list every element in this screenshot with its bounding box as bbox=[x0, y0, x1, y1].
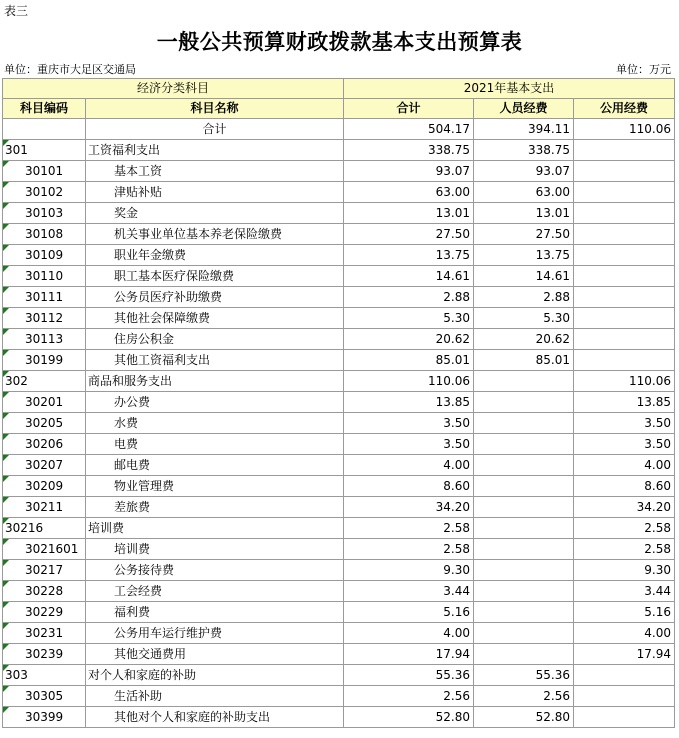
cell-code-text: 30111 bbox=[25, 290, 64, 304]
header-personnel: 人员经费 bbox=[474, 99, 574, 119]
cell-total[interactable]: 20.62 bbox=[344, 329, 474, 350]
cell-code[interactable] bbox=[3, 707, 86, 728]
table-row[interactable] bbox=[3, 623, 675, 644]
cell-code[interactable] bbox=[3, 539, 86, 560]
cell-indicator-icon bbox=[3, 350, 9, 356]
table-row[interactable] bbox=[3, 371, 675, 392]
cell-public[interactable]: 34.20 bbox=[574, 497, 675, 518]
cell-personnel[interactable]: 338.75 bbox=[474, 140, 574, 161]
cell-public[interactable]: 13.85 bbox=[574, 392, 675, 413]
header-code: 科目编码 bbox=[3, 99, 86, 119]
cell-total[interactable]: 3.50 bbox=[344, 434, 474, 455]
cell-code[interactable] bbox=[3, 497, 86, 518]
cell-public[interactable]: 17.94 bbox=[574, 644, 675, 665]
cell-personnel[interactable] bbox=[474, 497, 574, 518]
header-econ-group: 经济分类科目 bbox=[3, 79, 344, 99]
cell-public[interactable]: 110.06 bbox=[574, 371, 675, 392]
cell-code-text: 30205 bbox=[25, 416, 64, 430]
cell-public[interactable] bbox=[574, 665, 675, 686]
table-row[interactable] bbox=[3, 287, 675, 308]
cell-code[interactable] bbox=[3, 623, 86, 644]
cell-name[interactable]: 电费 bbox=[86, 434, 344, 455]
cell-total[interactable]: 2.58 bbox=[344, 539, 474, 560]
table-row[interactable] bbox=[3, 539, 675, 560]
cell-public[interactable]: 110.06 bbox=[574, 119, 675, 140]
cell-name[interactable]: 津贴补贴 bbox=[86, 182, 344, 203]
table-row[interactable] bbox=[3, 476, 675, 497]
cell-total[interactable]: 3.50 bbox=[344, 413, 474, 434]
cell-code-text: 30113 bbox=[25, 332, 64, 346]
cell-name[interactable]: 培训费 bbox=[86, 518, 344, 539]
cell-personnel[interactable]: 2.56 bbox=[474, 686, 574, 707]
header-year-group: 2021年基本支出 bbox=[344, 79, 675, 99]
cell-code[interactable] bbox=[3, 518, 86, 539]
cell-code[interactable] bbox=[3, 434, 86, 455]
cell-name[interactable]: 水费 bbox=[86, 413, 344, 434]
cell-name[interactable]: 基本工资 bbox=[86, 161, 344, 182]
table-row[interactable] bbox=[3, 245, 675, 266]
cell-total[interactable]: 110.06 bbox=[344, 371, 474, 392]
cell-code[interactable] bbox=[3, 665, 86, 686]
table-row[interactable] bbox=[3, 581, 675, 602]
table-body bbox=[3, 119, 675, 728]
cell-code-text: 30108 bbox=[25, 227, 64, 241]
cell-code[interactable] bbox=[3, 581, 86, 602]
cell-public[interactable] bbox=[574, 329, 675, 350]
header-public: 公用经费 bbox=[574, 99, 675, 119]
cell-indicator-icon bbox=[3, 287, 9, 293]
cell-name[interactable]: 公务用车运行维护费 bbox=[86, 623, 344, 644]
cell-name[interactable]: 其他对个人和家庭的补助支出 bbox=[86, 707, 344, 728]
cell-personnel[interactable]: 20.62 bbox=[474, 329, 574, 350]
cell-total[interactable]: 27.50 bbox=[344, 224, 474, 245]
cell-code-text: 30110 bbox=[25, 269, 64, 283]
cell-code-text: 30228 bbox=[25, 584, 64, 598]
cell-personnel[interactable]: 13.75 bbox=[474, 245, 574, 266]
cell-indicator-icon bbox=[3, 560, 9, 566]
cell-code[interactable] bbox=[3, 308, 86, 329]
cell-code-text: 30239 bbox=[25, 647, 64, 661]
cell-personnel[interactable]: 55.36 bbox=[474, 665, 574, 686]
cell-code-text: 30112 bbox=[25, 311, 64, 325]
cell-name[interactable]: 机关事业单位基本养老保险缴费 bbox=[86, 224, 344, 245]
cell-public[interactable]: 4.00 bbox=[574, 623, 675, 644]
cell-name[interactable]: 职业年金缴费 bbox=[86, 245, 344, 266]
table-row[interactable] bbox=[3, 224, 675, 245]
cell-total[interactable]: 338.75 bbox=[344, 140, 474, 161]
table-row[interactable] bbox=[3, 203, 675, 224]
cell-indicator-icon bbox=[3, 623, 9, 629]
cell-public[interactable] bbox=[574, 182, 675, 203]
cell-code[interactable] bbox=[3, 203, 86, 224]
cell-personnel[interactable] bbox=[474, 455, 574, 476]
cell-code-text: 303 bbox=[5, 668, 28, 682]
cell-name[interactable]: 福利费 bbox=[86, 602, 344, 623]
cell-indicator-icon bbox=[3, 539, 9, 545]
cell-name[interactable]: 商品和服务支出 bbox=[86, 371, 344, 392]
cell-code-text: 30201 bbox=[25, 395, 64, 409]
cell-indicator-icon bbox=[3, 707, 9, 713]
cell-indicator-icon bbox=[3, 245, 9, 251]
cell-indicator-icon bbox=[3, 392, 9, 398]
cell-indicator-icon bbox=[3, 329, 9, 335]
cell-public[interactable]: 9.30 bbox=[574, 560, 675, 581]
cell-public[interactable] bbox=[574, 140, 675, 161]
cell-code-text: 30229 bbox=[25, 605, 64, 619]
cell-code-text: 30231 bbox=[25, 626, 64, 640]
table-row[interactable] bbox=[3, 665, 675, 686]
table-row[interactable] bbox=[3, 392, 675, 413]
cell-indicator-icon bbox=[3, 140, 9, 146]
cell-name[interactable]: 其他交通费用 bbox=[86, 644, 344, 665]
cell-total[interactable]: 5.16 bbox=[344, 602, 474, 623]
cell-name[interactable]: 对个人和家庭的补助 bbox=[86, 665, 344, 686]
table-row[interactable] bbox=[3, 707, 675, 728]
cell-personnel[interactable] bbox=[474, 434, 574, 455]
cell-total[interactable]: 4.00 bbox=[344, 623, 474, 644]
cell-public[interactable]: 3.50 bbox=[574, 434, 675, 455]
table-row[interactable] bbox=[3, 518, 675, 539]
cell-indicator-icon bbox=[3, 371, 9, 377]
cell-code-text: 30305 bbox=[25, 689, 64, 703]
cell-indicator-icon bbox=[3, 581, 9, 587]
cell-personnel[interactable] bbox=[474, 371, 574, 392]
cell-personnel[interactable]: 14.61 bbox=[474, 266, 574, 287]
header-total: 合计 bbox=[344, 99, 474, 119]
cell-code[interactable] bbox=[3, 266, 86, 287]
cell-code-text: 30199 bbox=[25, 353, 64, 367]
cell-name[interactable]: 邮电费 bbox=[86, 455, 344, 476]
cell-personnel[interactable] bbox=[474, 518, 574, 539]
cell-code-text: 30216 bbox=[5, 521, 44, 535]
table-row[interactable] bbox=[3, 182, 675, 203]
table-row[interactable] bbox=[3, 560, 675, 581]
table-row[interactable] bbox=[3, 140, 675, 161]
cell-personnel[interactable] bbox=[474, 602, 574, 623]
cell-name[interactable]: 生活补助 bbox=[86, 686, 344, 707]
header-name: 科目名称 bbox=[86, 99, 344, 119]
cell-code[interactable] bbox=[3, 644, 86, 665]
cell-name[interactable]: 其他工资福利支出 bbox=[86, 350, 344, 371]
table-row[interactable] bbox=[3, 602, 675, 623]
cell-indicator-icon bbox=[3, 686, 9, 692]
cell-personnel[interactable]: 394.11 bbox=[474, 119, 574, 140]
unit-label-left: 单位：重庆市大足区交通局 bbox=[4, 63, 136, 76]
cell-code[interactable] bbox=[3, 350, 86, 371]
cell-total[interactable]: 8.60 bbox=[344, 476, 474, 497]
cell-public[interactable] bbox=[574, 350, 675, 371]
cell-code-text: 30211 bbox=[25, 500, 64, 514]
cell-public[interactable]: 4.00 bbox=[574, 455, 675, 476]
cell-code-text: 3021601 bbox=[25, 542, 79, 556]
cell-public[interactable] bbox=[574, 161, 675, 182]
cell-personnel[interactable] bbox=[474, 560, 574, 581]
cell-total[interactable]: 9.30 bbox=[344, 560, 474, 581]
table-row[interactable] bbox=[3, 686, 675, 707]
cell-total[interactable]: 4.00 bbox=[344, 455, 474, 476]
table-row[interactable] bbox=[3, 434, 675, 455]
cell-indicator-icon bbox=[3, 224, 9, 230]
cell-code[interactable] bbox=[3, 455, 86, 476]
cell-total[interactable]: 34.20 bbox=[344, 497, 474, 518]
cell-indicator-icon bbox=[3, 518, 9, 524]
sheet-label: 表三 bbox=[4, 4, 29, 18]
cell-name[interactable]: 物业管理费 bbox=[86, 476, 344, 497]
cell-code[interactable] bbox=[3, 161, 86, 182]
cell-public[interactable] bbox=[574, 266, 675, 287]
table-row[interactable] bbox=[3, 308, 675, 329]
table-row[interactable] bbox=[3, 413, 675, 434]
cell-personnel[interactable]: 13.01 bbox=[474, 203, 574, 224]
cell-indicator-icon bbox=[3, 455, 9, 461]
cell-code[interactable] bbox=[3, 119, 86, 140]
cell-total[interactable]: 17.94 bbox=[344, 644, 474, 665]
cell-total[interactable]: 2.56 bbox=[344, 686, 474, 707]
cell-public[interactable]: 3.44 bbox=[574, 581, 675, 602]
table-row[interactable] bbox=[3, 497, 675, 518]
cell-personnel[interactable] bbox=[474, 476, 574, 497]
cell-code[interactable] bbox=[3, 413, 86, 434]
table-row[interactable] bbox=[3, 329, 675, 350]
cell-name[interactable]: 差旅费 bbox=[86, 497, 344, 518]
cell-name[interactable]: 培训费 bbox=[86, 539, 344, 560]
cell-code[interactable] bbox=[3, 560, 86, 581]
budget-table bbox=[2, 78, 675, 728]
page-title: 一般公共预算财政拨款基本支出预算表 bbox=[156, 30, 523, 54]
cell-public[interactable]: 3.50 bbox=[574, 413, 675, 434]
cell-name[interactable]: 工资福利支出 bbox=[86, 140, 344, 161]
cell-public[interactable] bbox=[574, 245, 675, 266]
cell-public[interactable] bbox=[574, 203, 675, 224]
cell-personnel[interactable]: 85.01 bbox=[474, 350, 574, 371]
unit-label-right: 单位：万元 bbox=[616, 63, 671, 76]
cell-name[interactable]: 公务员医疗补助缴费 bbox=[86, 287, 344, 308]
cell-code[interactable] bbox=[3, 245, 86, 266]
cell-public[interactable]: 2.58 bbox=[574, 539, 675, 560]
cell-public[interactable] bbox=[574, 707, 675, 728]
cell-name[interactable]: 公务接待费 bbox=[86, 560, 344, 581]
cell-name[interactable]: 职工基本医疗保险缴费 bbox=[86, 266, 344, 287]
table-row[interactable] bbox=[3, 644, 675, 665]
cell-personnel[interactable] bbox=[474, 392, 574, 413]
cell-personnel[interactable]: 93.07 bbox=[474, 161, 574, 182]
cell-personnel[interactable] bbox=[474, 413, 574, 434]
cell-public[interactable]: 2.58 bbox=[574, 518, 675, 539]
cell-total[interactable]: 85.01 bbox=[344, 350, 474, 371]
cell-public[interactable] bbox=[574, 287, 675, 308]
cell-personnel[interactable]: 63.00 bbox=[474, 182, 574, 203]
cell-personnel[interactable]: 5.30 bbox=[474, 308, 574, 329]
cell-name[interactable]: 奖金 bbox=[86, 203, 344, 224]
table-row[interactable] bbox=[3, 455, 675, 476]
cell-code[interactable] bbox=[3, 686, 86, 707]
cell-code-text: 30103 bbox=[25, 206, 64, 220]
cell-total[interactable]: 13.75 bbox=[344, 245, 474, 266]
cell-name[interactable]: 办公费 bbox=[86, 392, 344, 413]
cell-public[interactable]: 8.60 bbox=[574, 476, 675, 497]
table-row[interactable] bbox=[3, 161, 675, 182]
cell-indicator-icon bbox=[3, 182, 9, 188]
cell-personnel[interactable]: 52.80 bbox=[474, 707, 574, 728]
cell-name[interactable]: 其他社会保障缴费 bbox=[86, 308, 344, 329]
cell-code-text: 301 bbox=[5, 143, 28, 157]
cell-total[interactable]: 14.61 bbox=[344, 266, 474, 287]
cell-public[interactable] bbox=[574, 308, 675, 329]
cell-personnel[interactable] bbox=[474, 539, 574, 560]
cell-code-text: 30101 bbox=[25, 164, 64, 178]
cell-code[interactable] bbox=[3, 224, 86, 245]
cell-personnel[interactable] bbox=[474, 581, 574, 602]
cell-code[interactable] bbox=[3, 602, 86, 623]
cell-total[interactable]: 52.80 bbox=[344, 707, 474, 728]
cell-code-text: 30102 bbox=[25, 185, 64, 199]
cell-name[interactable]: 合计 bbox=[86, 119, 344, 140]
cell-code[interactable] bbox=[3, 371, 86, 392]
cell-public[interactable] bbox=[574, 224, 675, 245]
cell-name[interactable]: 住房公积金 bbox=[86, 329, 344, 350]
cell-indicator-icon bbox=[3, 266, 9, 272]
cell-code-text: 30399 bbox=[25, 710, 64, 724]
cell-indicator-icon bbox=[3, 644, 9, 650]
cell-total[interactable]: 5.30 bbox=[344, 308, 474, 329]
cell-public[interactable] bbox=[574, 686, 675, 707]
cell-total[interactable]: 504.17 bbox=[344, 119, 474, 140]
cell-personnel[interactable]: 2.88 bbox=[474, 287, 574, 308]
cell-code-text: 30209 bbox=[25, 479, 64, 493]
cell-total[interactable]: 2.58 bbox=[344, 518, 474, 539]
cell-total[interactable]: 63.00 bbox=[344, 182, 474, 203]
cell-indicator-icon bbox=[3, 308, 9, 314]
cell-total[interactable]: 55.36 bbox=[344, 665, 474, 686]
cell-total[interactable]: 13.85 bbox=[344, 392, 474, 413]
cell-code-text: 30217 bbox=[25, 563, 64, 577]
cell-indicator-icon bbox=[3, 497, 9, 503]
cell-total[interactable]: 93.07 bbox=[344, 161, 474, 182]
cell-name[interactable]: 工会经费 bbox=[86, 581, 344, 602]
table-row[interactable] bbox=[3, 119, 675, 140]
cell-code-text: 30206 bbox=[25, 437, 64, 451]
cell-code[interactable] bbox=[3, 287, 86, 308]
cell-code[interactable] bbox=[3, 392, 86, 413]
table-row[interactable] bbox=[3, 266, 675, 287]
table-row[interactable] bbox=[3, 350, 675, 371]
cell-indicator-icon bbox=[3, 413, 9, 419]
cell-indicator-icon bbox=[3, 161, 9, 167]
cell-indicator-icon bbox=[3, 665, 9, 671]
cell-indicator-icon bbox=[3, 434, 9, 440]
cell-public[interactable]: 5.16 bbox=[574, 602, 675, 623]
cell-code-text: 302 bbox=[5, 374, 28, 388]
cell-code-text: 30207 bbox=[25, 458, 64, 472]
cell-indicator-icon bbox=[3, 602, 9, 608]
cell-indicator-icon bbox=[3, 203, 9, 209]
cell-code[interactable] bbox=[3, 182, 86, 203]
cell-code[interactable] bbox=[3, 140, 86, 161]
cell-code[interactable] bbox=[3, 476, 86, 497]
cell-indicator-icon bbox=[3, 476, 9, 482]
cell-total[interactable]: 3.44 bbox=[344, 581, 474, 602]
cell-personnel[interactable] bbox=[474, 644, 574, 665]
cell-code-text: 30109 bbox=[25, 248, 64, 262]
cell-code[interactable] bbox=[3, 329, 86, 350]
cell-total[interactable]: 13.01 bbox=[344, 203, 474, 224]
cell-personnel[interactable]: 27.50 bbox=[474, 224, 574, 245]
cell-personnel[interactable] bbox=[474, 623, 574, 644]
cell-total[interactable]: 2.88 bbox=[344, 287, 474, 308]
